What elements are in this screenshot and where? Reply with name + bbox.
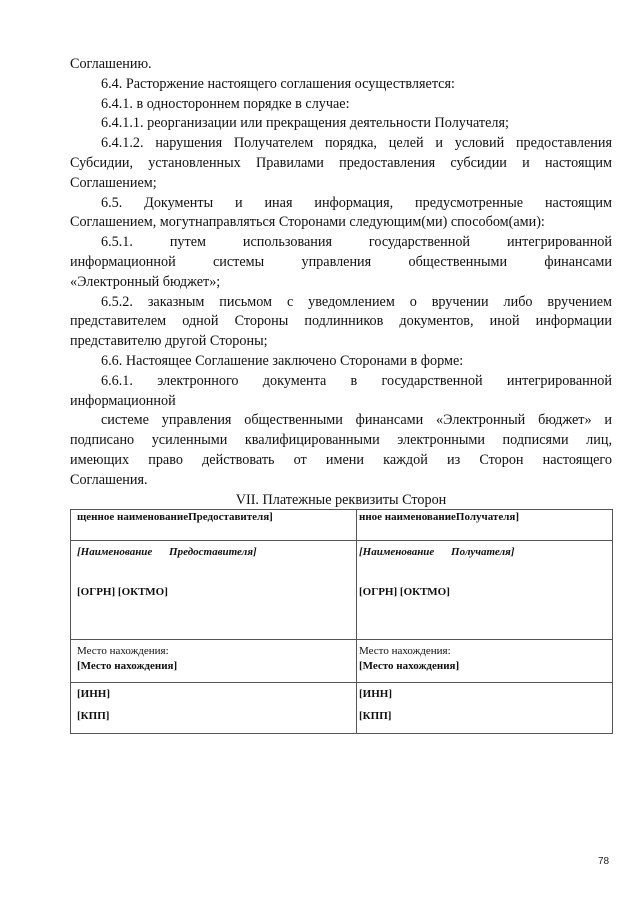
text-line: Субсидии, установленных Правилами предоставления субсидии и настоящим — [70, 154, 612, 171]
recipient-kpp: [КПП] — [359, 709, 392, 722]
text-line: 6.5.1. путем использования государственной интегрированной — [101, 234, 612, 251]
text-line: «Электронный бюджет»; — [70, 273, 221, 290]
recipient-location: [Место нахождения] — [359, 659, 460, 672]
provider-location-label: Место нахождения: — [77, 644, 169, 657]
provider-tax-cell — [71, 682, 357, 733]
provider-header-cell — [71, 509, 357, 540]
text-line: 6.4.1. в одностороннем порядке в случае: — [101, 95, 350, 112]
text-line: 6.5. Документы и иная информация, предусмотренные настоящим — [101, 194, 612, 211]
provider-inn: [ИНН] — [77, 687, 110, 700]
text-line: Соглашению. — [70, 56, 152, 72]
text-line: 6.5.2. заказным письмом с уведомлением о вручении либо вручением — [101, 293, 612, 310]
provider-ogrn-oktmo: [ОГРН] [ОКТМО] — [77, 585, 168, 598]
text-line: 6.6. Настоящее Соглашение заключено Сторонами в форме: — [101, 352, 464, 369]
recipient-location-cell — [357, 639, 613, 682]
text-line: информационной системы управления общественными финансами — [70, 253, 612, 270]
payment-details-table — [70, 509, 613, 734]
provider-name: [Наименование Предоставителя] — [77, 545, 257, 558]
provider-location-cell — [71, 639, 357, 682]
provider-kpp: [КПП] — [77, 709, 110, 722]
recipient-name-cell — [357, 540, 613, 639]
text-line: Соглашения. — [70, 471, 148, 488]
recipient-header-cell — [357, 509, 613, 540]
recipient-inn: [ИНН] — [359, 687, 392, 700]
text-line: имеющих право действовать от имени каждой из Сторон настоящего — [70, 451, 612, 468]
table-row — [71, 639, 613, 682]
recipient-location-label: Место нахождения: — [359, 644, 451, 657]
text-line: 6.6.1. электронного документа в государственной интегрированной — [101, 372, 612, 389]
text-line: 6.4. Расторжение настоящего соглашения осуществляется: — [101, 75, 455, 92]
text-line: подписано усиленными квалифицированными электронными подписями лиц, — [70, 432, 612, 449]
recipient-short-name: нное наименованиеПолучателя] — [359, 510, 519, 523]
table-row — [71, 509, 613, 540]
text-line: 6.4.1.1. реорганизации или прекращения деятельности Получателя; — [101, 115, 509, 132]
text-line: системе управления общественными финансами «Электронный бюджет» и — [101, 412, 612, 429]
recipient-name: [Наименование Получателя] — [359, 545, 515, 558]
recipient-ogrn-oktmo: [ОГРН] [ОКТМО] — [359, 585, 450, 598]
agreement-text — [70, 55, 612, 491]
provider-short-name: щенное наименованиеПредоставителя] — [77, 510, 273, 523]
text-line: 6.4.1.2. нарушения Получателем порядка, целей и условий предоставления — [101, 135, 612, 152]
text-line: Соглашением; — [70, 174, 157, 191]
text-line: представителю другой Стороны; — [70, 333, 268, 350]
document-page — [70, 55, 612, 734]
text-line: Соглашением, могутнаправляться Сторонами следующим(ми) способом(ами): — [70, 214, 545, 231]
section-heading: VII. Платежные реквизиты Сторон — [235, 491, 447, 508]
provider-name-cell — [71, 540, 357, 639]
provider-location: [Место нахождения] — [77, 659, 178, 672]
table-row — [71, 540, 613, 639]
table-row — [71, 682, 613, 733]
page-number: 78 — [598, 856, 610, 867]
recipient-tax-cell — [357, 682, 613, 733]
text-line: информационной — [70, 392, 176, 409]
text-line: представителем одной Стороны подлинников документов, иной информации — [70, 313, 612, 330]
